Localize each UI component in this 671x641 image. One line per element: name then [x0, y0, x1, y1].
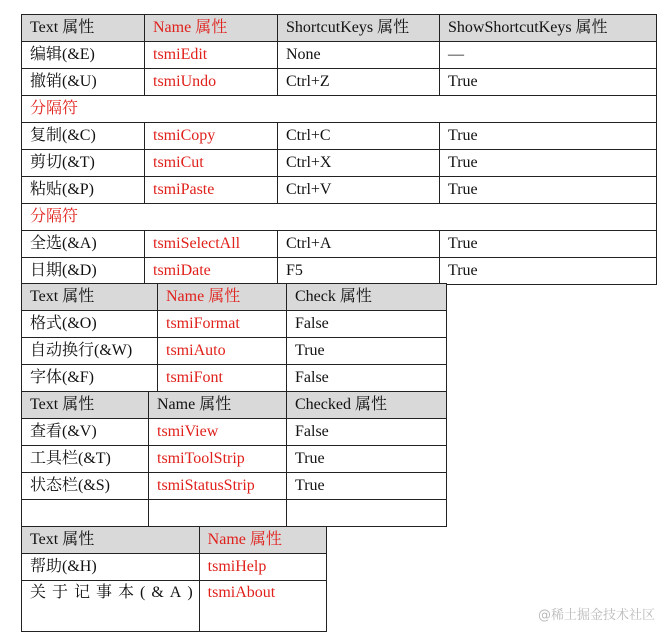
cell-text: 全选(&A): [22, 231, 145, 258]
cell-checked: True: [287, 446, 447, 473]
cell-name: tsmiCut: [145, 150, 278, 177]
cell-text: 编辑(&E): [22, 42, 145, 69]
table-row: [22, 69, 657, 96]
header-check: Check 属性: [287, 284, 447, 311]
cell-checked: [287, 500, 447, 527]
cell-shortcut: Ctrl+C: [278, 123, 440, 150]
cell-name: tsmiSelectAll: [145, 231, 278, 258]
table-row: [22, 554, 327, 581]
cell-check: False: [287, 365, 447, 392]
cell-text: 查看(&V): [22, 419, 149, 446]
cell-shortcut: Ctrl+A: [278, 231, 440, 258]
view-menu-table: [21, 391, 447, 527]
table-row: [22, 581, 327, 632]
table-row: [22, 231, 657, 258]
format-menu-table: [21, 283, 447, 392]
cell-shortcut: Ctrl+X: [278, 150, 440, 177]
cell-name: tsmiPaste: [145, 177, 278, 204]
table-row: [22, 365, 447, 392]
cell-show-shortcut: True: [440, 150, 657, 177]
cell-name: tsmiUndo: [145, 69, 278, 96]
cell-text: 日期(&D): [22, 258, 145, 285]
cell-show-shortcut: True: [440, 177, 657, 204]
header-shortcut-keys: ShortcutKeys 属性: [278, 15, 440, 42]
cell-shortcut: Ctrl+V: [278, 177, 440, 204]
table-row: [22, 419, 447, 446]
separator-row: [22, 96, 657, 123]
cell-name: tsmiFont: [158, 365, 287, 392]
cell-text: 格式(&O): [22, 311, 158, 338]
cell-show-shortcut: True: [440, 231, 657, 258]
cell-text: [22, 500, 149, 527]
header-text: Text 属性: [22, 15, 145, 42]
cell-text: 粘贴(&P): [22, 177, 145, 204]
header-show-shortcut-keys: ShowShortcutKeys 属性: [440, 15, 657, 42]
edit-menu-table: [21, 14, 657, 285]
cell-text: 剪切(&T): [22, 150, 145, 177]
header-name: Name 属性: [199, 527, 326, 554]
separator-label: 分隔符: [22, 96, 657, 123]
table-row: [22, 42, 657, 69]
cell-text: 复制(&C): [22, 123, 145, 150]
cell-show-shortcut: True: [440, 123, 657, 150]
cell-shortcut: Ctrl+Z: [278, 69, 440, 96]
table-row: [22, 446, 447, 473]
help-menu-table: [21, 526, 327, 632]
table-row: [22, 338, 447, 365]
cell-text: 自动换行(&W): [22, 338, 158, 365]
header-text: Text 属性: [22, 527, 200, 554]
cell-shortcut: F5: [278, 258, 440, 285]
cell-checked: False: [287, 419, 447, 446]
header-text: Text 属性: [22, 392, 149, 419]
cell-name: tsmiAuto: [158, 338, 287, 365]
table-row: [22, 258, 657, 285]
table-row-empty: [22, 500, 447, 527]
separator-label: 分隔符: [22, 204, 657, 231]
header-checked: Checked 属性: [287, 392, 447, 419]
cell-show-shortcut: True: [440, 258, 657, 285]
header-text: Text 属性: [22, 284, 158, 311]
table-header-row: [22, 284, 447, 311]
cell-name: tsmiStatusStrip: [149, 473, 287, 500]
cell-shortcut: None: [278, 42, 440, 69]
cell-text: 工具栏(&T): [22, 446, 149, 473]
header-name: Name 属性: [149, 392, 287, 419]
cell-name: tsmiCopy: [145, 123, 278, 150]
separator-row: [22, 204, 657, 231]
cell-name: tsmiToolStrip: [149, 446, 287, 473]
table-row: [22, 473, 447, 500]
cell-name: tsmiHelp: [199, 554, 326, 581]
table-header-row: [22, 15, 657, 42]
table-header-row: [22, 392, 447, 419]
cell-text: 关于记事本(&A): [22, 581, 200, 632]
cell-text: 字体(&F): [22, 365, 158, 392]
table-row: [22, 123, 657, 150]
table-row: [22, 177, 657, 204]
cell-show-shortcut: —: [440, 42, 657, 69]
header-name: Name 属性: [145, 15, 278, 42]
cell-text: 撤销(&U): [22, 69, 145, 96]
table-header-row: [22, 527, 327, 554]
table-row: [22, 311, 447, 338]
cell-name: [149, 500, 287, 527]
cell-name: tsmiEdit: [145, 42, 278, 69]
cell-check: False: [287, 311, 447, 338]
cell-check: True: [287, 338, 447, 365]
cell-name: tsmiView: [149, 419, 287, 446]
cell-text: 状态栏(&S): [22, 473, 149, 500]
cell-name: tsmiFormat: [158, 311, 287, 338]
cell-checked: True: [287, 473, 447, 500]
cell-name: tsmiAbout: [199, 581, 326, 632]
watermark: @稀土掘金技术社区: [537, 608, 655, 623]
cell-text: 帮助(&H): [22, 554, 200, 581]
table-row: [22, 150, 657, 177]
cell-show-shortcut: True: [440, 69, 657, 96]
header-name: Name 属性: [158, 284, 287, 311]
cell-name: tsmiDate: [145, 258, 278, 285]
